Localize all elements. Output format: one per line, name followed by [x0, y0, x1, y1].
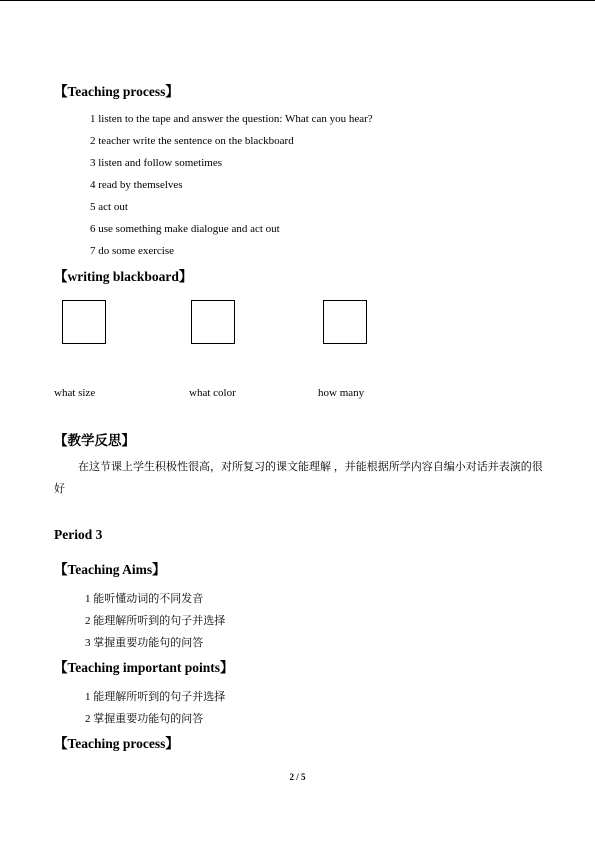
page-top-rule — [0, 0, 595, 1]
period-title: Period 3 — [54, 527, 103, 542]
aims-item-2: 2 能理解所听到的句子并选择 — [85, 615, 226, 627]
page-number: 2 / 5 — [289, 772, 306, 782]
process-item-4: 4 read by themselves — [90, 179, 183, 191]
blackboard-box-1 — [62, 300, 106, 344]
process-item-6: 6 use something make dialogue and act out — [90, 223, 280, 235]
blackboard-label-size: what size — [54, 387, 96, 399]
blackboard-label-color: what color — [189, 387, 236, 399]
reflection-heading: 【教学反思】 — [54, 433, 135, 448]
points-item-1: 1 能理解所听到的句子并选择 — [85, 691, 226, 703]
important-points-heading: 【Teaching important points】 — [54, 660, 234, 675]
reflection-text: 在这节课上学生积极性很高，对所复习的课文能理解 ，并能根据所学内容自编小对话并表演的很好 — [54, 461, 543, 495]
process-item-1: 1 listen to the tape and answer the question: What can you hear? — [90, 113, 373, 125]
process-item-3: 3 listen and follow sometimes — [90, 157, 222, 169]
writing-blackboard-heading: 【writing blackboard】 — [54, 269, 193, 284]
process-item-5: 5 act out — [90, 201, 128, 213]
aims-item-3: 3 掌握重要功能句的问答 — [85, 637, 204, 649]
blackboard-label-many: how many — [318, 387, 365, 399]
teaching-process-2-heading: 【Teaching process】 — [54, 736, 179, 751]
aims-item-1: 1 能听懂动词的不同发音 — [85, 593, 204, 605]
points-item-2: 2 掌握重要功能句的问答 — [85, 713, 204, 725]
teaching-process-heading: 【Teaching process】 — [54, 84, 179, 99]
blackboard-box-3 — [323, 300, 367, 344]
blackboard-box-2 — [191, 300, 235, 344]
process-item-2: 2 teacher write the sentence on the blackboard — [90, 135, 294, 147]
process-item-7: 7 do some exercise — [90, 245, 174, 257]
teaching-aims-heading: 【Teaching Aims】 — [54, 562, 166, 577]
